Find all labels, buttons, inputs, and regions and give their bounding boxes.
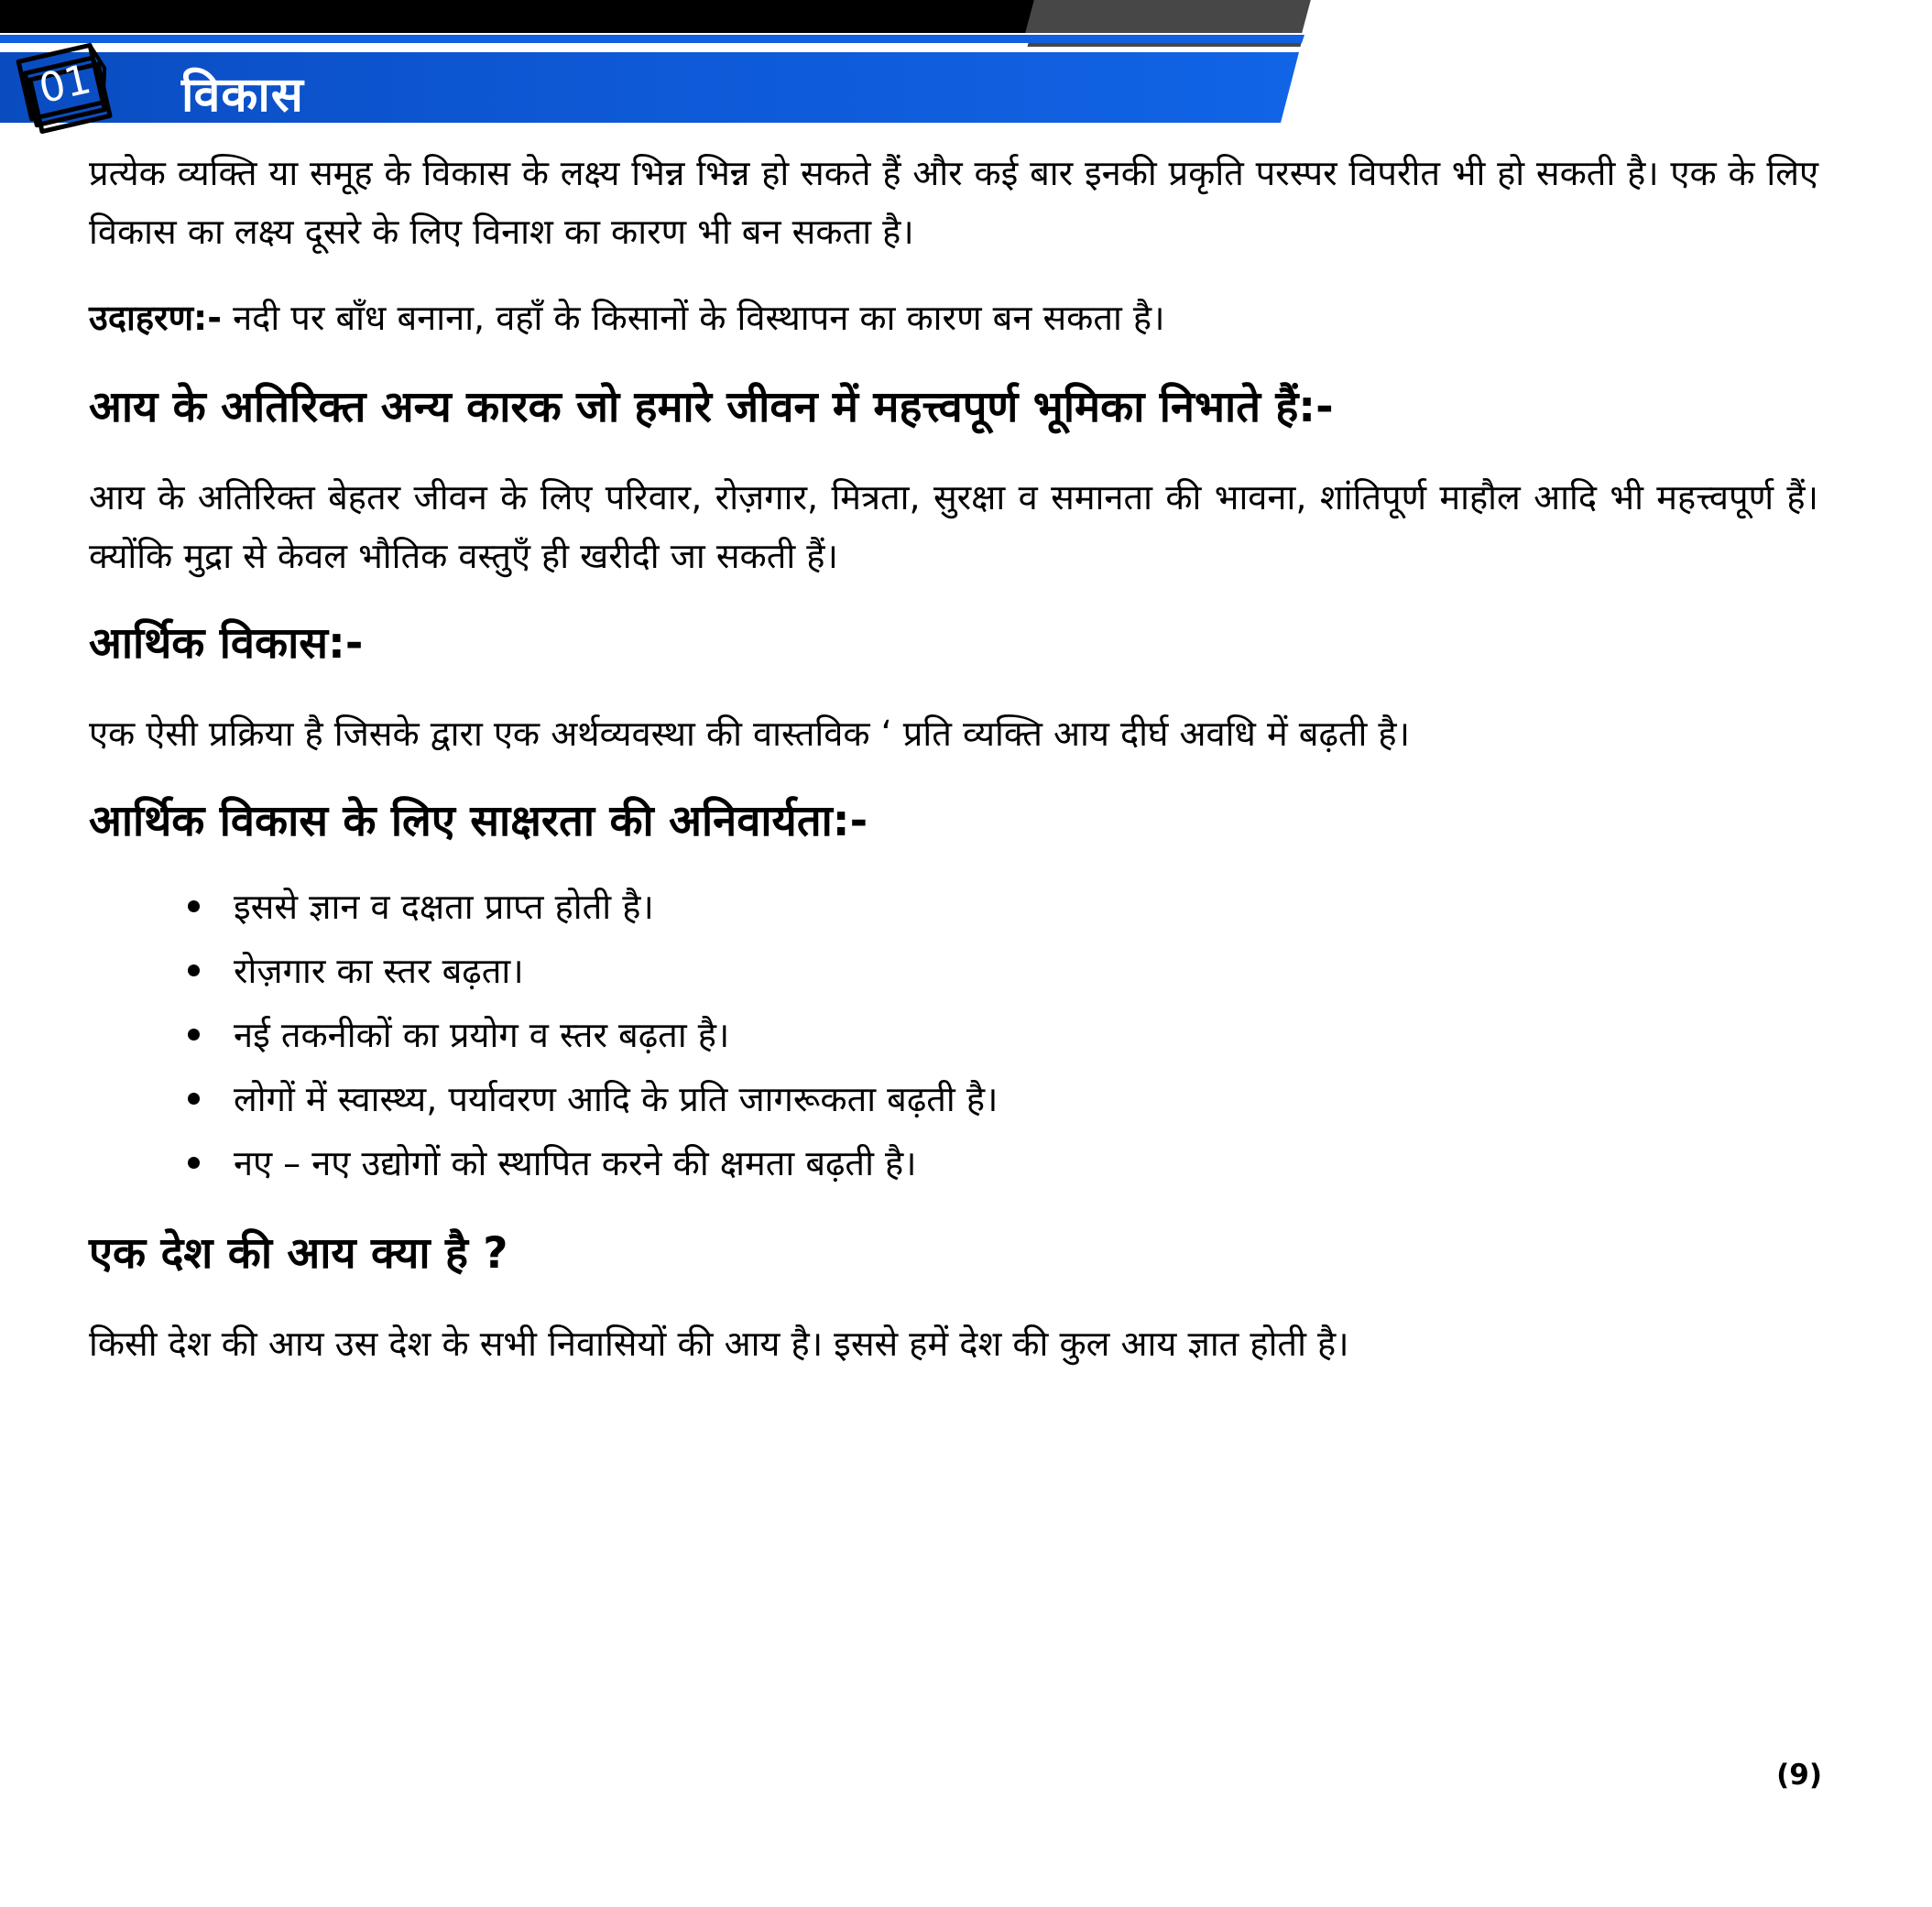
paragraph-example bbox=[89, 289, 1818, 347]
paragraph-other-factors: आय के अतिरिक्त बेहतर जीवन के लिए परिवार, रोज़गार, मित्रता, सुरक्षा व समानता की भावना, शांतिपूर्ण माहौल आदि भी महत्त्वपूर्ण हैं। क्योंकि मुद्रा से केवल भौतिक वस्तुएँ ही खरीदी जा सकती हैं। bbox=[89, 477, 1818, 576]
page-header bbox=[0, 0, 1932, 128]
dark-accent-stripe bbox=[1027, 43, 1301, 47]
heading-other-factors: आय के अतिरिक्त अन्य कारक जो हमारे जीवन में महत्त्वपूर्ण भूमिका निभाते हैं:- bbox=[89, 382, 1334, 432]
heading-economic-development: आर्थिक विकास:- bbox=[89, 618, 364, 669]
paragraph-development-goals: प्रत्येक व्यक्ति या समूह के विकास के लक्ष्य भिन्न भिन्न हो सकते हैं और कई बार इनकी प्रकृति परस्पर विपरीत भी हो सकती है। एक के लिए विकास का लक्ष्य दूसरे के लिए विनाश का कारण भी बन सकता है। bbox=[89, 153, 1818, 252]
example-label: उदाहरण:- bbox=[89, 298, 223, 338]
literacy-benefits-list bbox=[188, 875, 1818, 1195]
blue-accent-stripe bbox=[0, 35, 1304, 43]
page-body bbox=[0, 124, 1932, 1373]
example-text: नदी पर बाँध बनाना, वहाँ के किसानों के विस्थापन का कारण बन सकता है। bbox=[222, 298, 1165, 338]
heading-country-income: एक देश की आय क्या है ? bbox=[89, 1228, 508, 1279]
top-gray-slant-bar bbox=[1025, 0, 1311, 33]
list-item: लोगों में स्वास्थ्य, पर्यावरण आदि के प्रति जागरूकता बढ़ती है। bbox=[188, 1067, 1818, 1131]
chapter-number: 01 bbox=[35, 55, 96, 114]
list-item: नए – नए उद्योगों को स्थापित करने की क्षमता बढ़ती है। bbox=[188, 1131, 1818, 1195]
paragraph-economic-development: एक ऐसी प्रक्रिया है जिसके द्वारा एक अर्थव्यवस्था की वास्तविक ‘ प्रति व्यक्ति आय दीर्घ अवधि में बढ़ती है। bbox=[89, 714, 1411, 754]
page-number: (9) bbox=[1776, 1759, 1822, 1792]
top-black-bar bbox=[0, 0, 1041, 33]
notebook-icon bbox=[13, 40, 123, 136]
list-item: नई तकनीकों का प्रयोग व स्तर बढ़ता है। bbox=[188, 1003, 1818, 1067]
chapter-title: विकास bbox=[181, 68, 304, 123]
list-item: रोज़गार का स्तर बढ़ता। bbox=[188, 939, 1818, 1003]
heading-literacy-necessity: आर्थिक विकास के लिए साक्षरता की अनिवार्यता:- bbox=[89, 796, 868, 846]
list-item: इससे ज्ञान व दक्षता प्राप्त होती है। bbox=[188, 875, 1818, 939]
paragraph-country-income: किसी देश की आय उस देश के सभी निवासियों की आय है। इससे हमें देश की कुल आय ज्ञात होती है। bbox=[89, 1324, 1349, 1364]
